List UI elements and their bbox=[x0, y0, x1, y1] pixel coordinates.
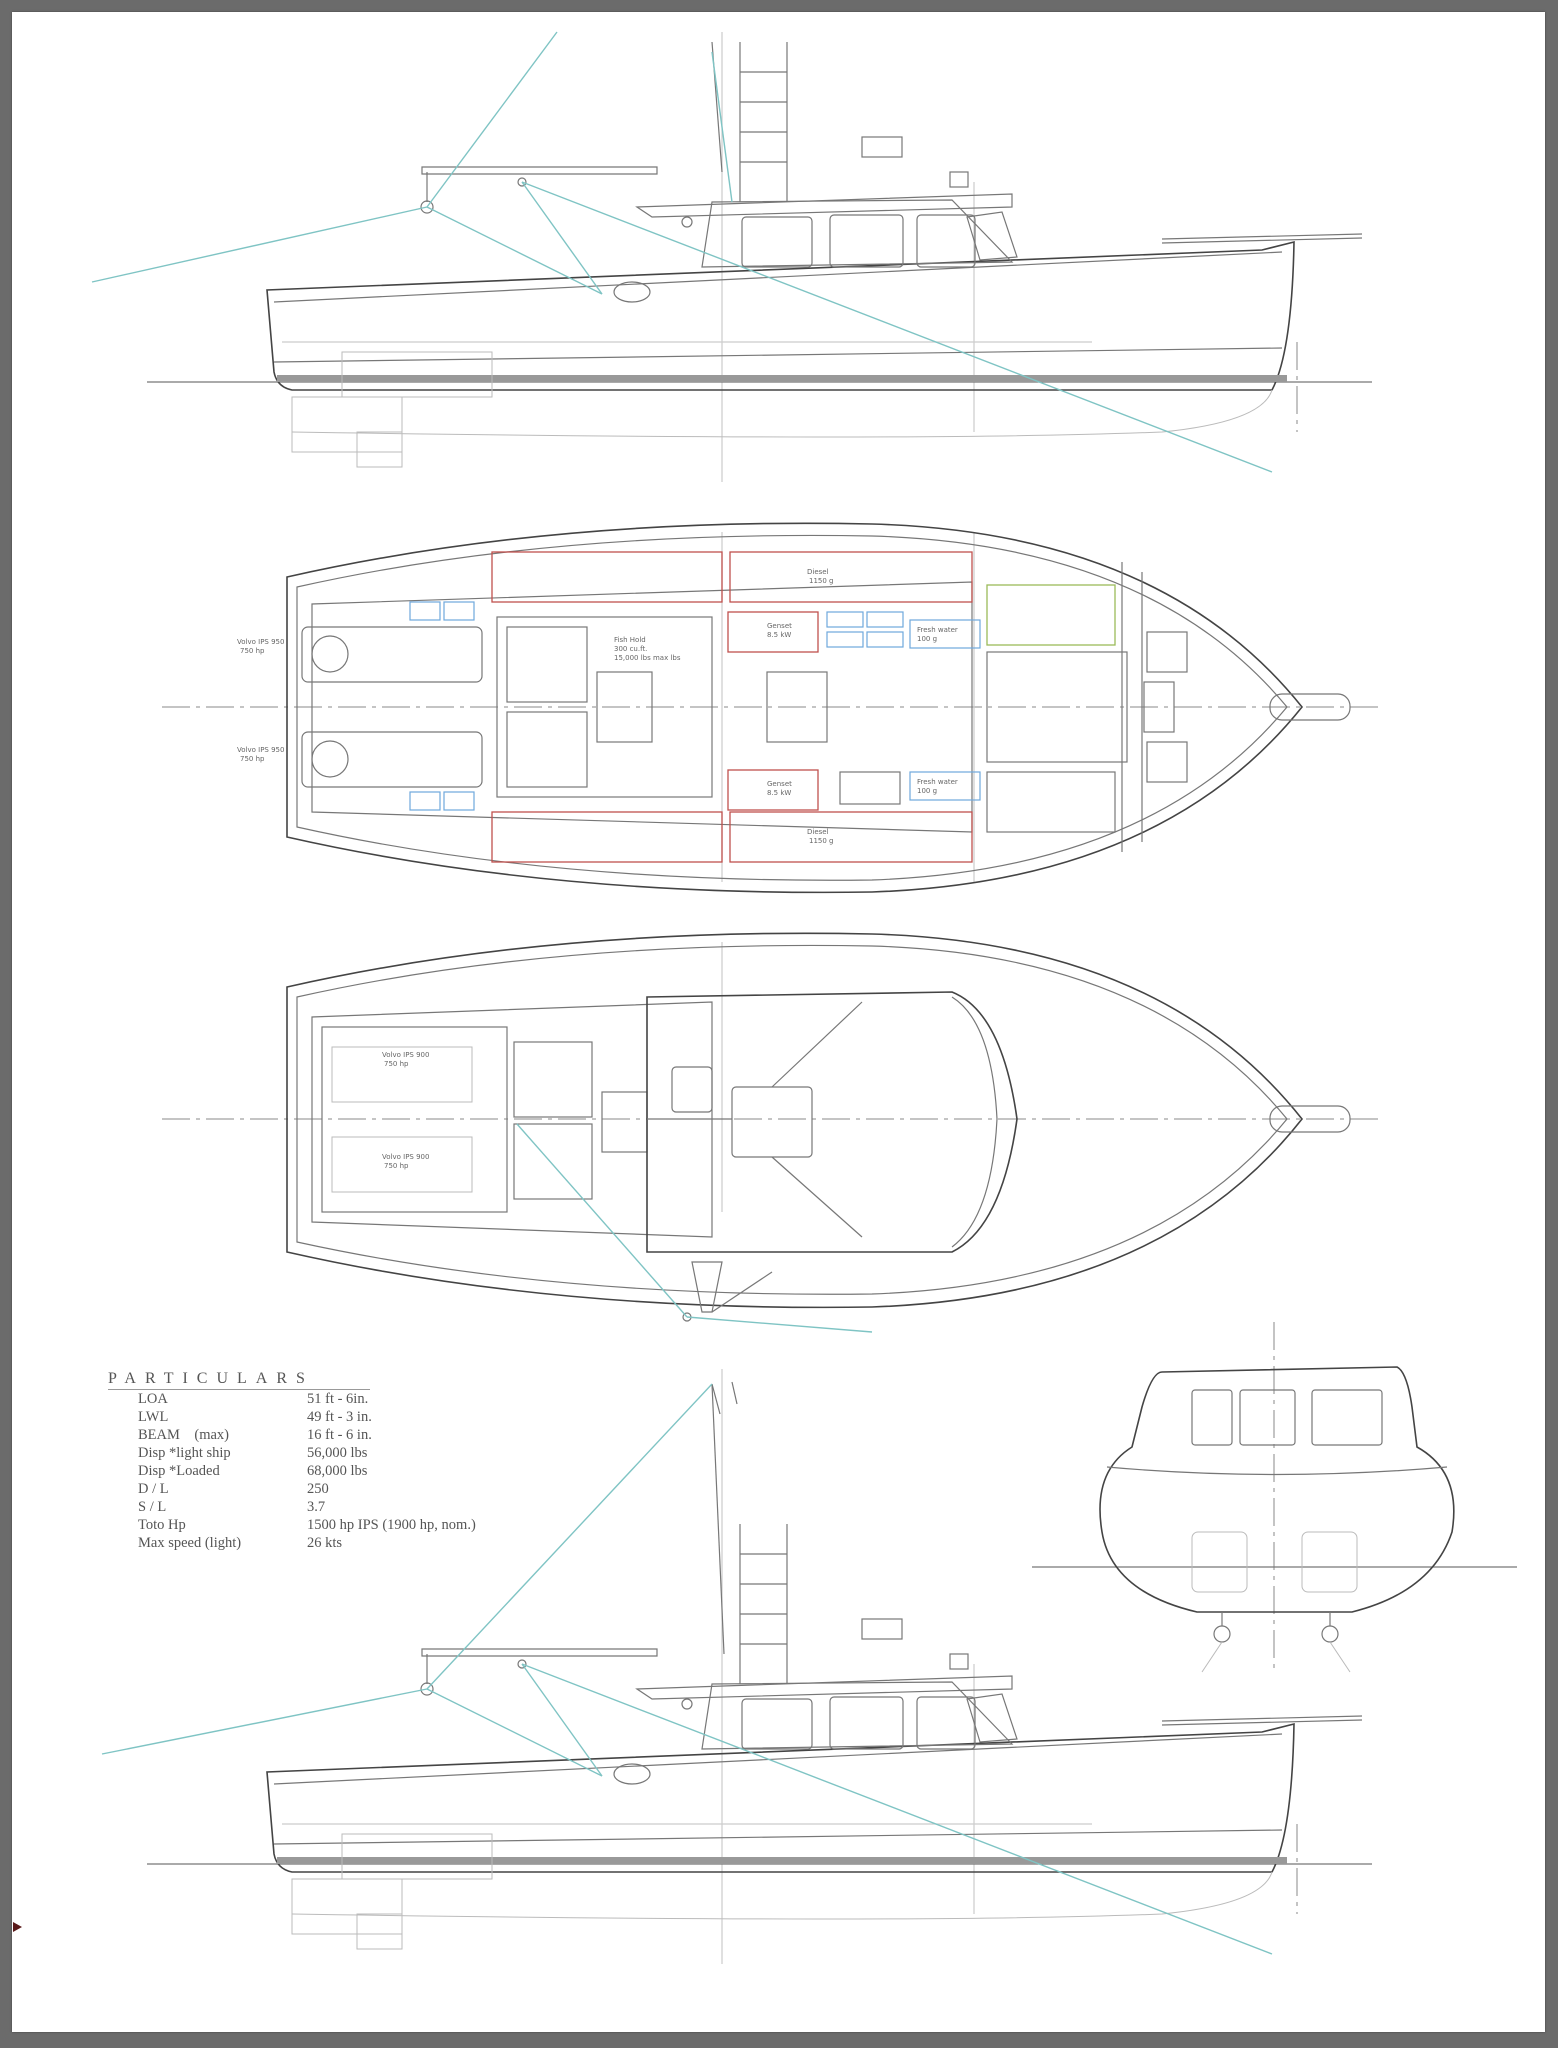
boot-stripe bbox=[277, 375, 1287, 382]
freshwater-tank-stbd bbox=[910, 772, 980, 800]
ips-drive-ghost bbox=[292, 397, 402, 452]
particulars-row bbox=[108, 1462, 528, 1480]
particulars-value: 250 bbox=[307, 1481, 329, 1497]
label-text: Fresh water bbox=[917, 778, 958, 786]
particulars-value: 1500 hp IPS (1900 hp, nom.) bbox=[307, 1517, 476, 1533]
particulars-label: Disp *Loaded bbox=[138, 1463, 220, 1479]
label-text: Diesel bbox=[807, 828, 829, 836]
engine-detail bbox=[312, 741, 348, 777]
cabin bbox=[702, 1682, 1012, 1749]
propeller bbox=[1202, 1642, 1222, 1672]
particulars-row bbox=[108, 1390, 528, 1408]
work-table bbox=[602, 1092, 647, 1152]
rigging-line bbox=[427, 32, 557, 207]
pump-equipment bbox=[840, 772, 900, 804]
label-text: 100 g bbox=[917, 787, 938, 795]
boot-stripe bbox=[277, 1857, 1287, 1864]
particulars-label: LWL bbox=[138, 1409, 169, 1425]
label-text: 750 hp bbox=[384, 1162, 409, 1170]
label-text: Volvo IPS 950 bbox=[237, 638, 285, 646]
label-text: 300 cu.ft. bbox=[614, 645, 648, 653]
sheer-line bbox=[274, 252, 1282, 302]
label-text: 1150 g bbox=[809, 837, 834, 845]
cabin-roof bbox=[637, 194, 1012, 217]
particulars-value: 56,000 lbs bbox=[307, 1445, 368, 1461]
label-text: Volvo IPS 900 bbox=[382, 1051, 430, 1059]
particulars-value: 26 kts bbox=[307, 1535, 343, 1551]
label-text: 15,000 lbs max lbs bbox=[614, 654, 681, 662]
ips-drive-ghost bbox=[357, 432, 402, 467]
particulars-rows bbox=[108, 1390, 528, 1552]
fish-hatch bbox=[514, 1124, 592, 1199]
battery bbox=[867, 632, 903, 647]
particulars-row bbox=[108, 1498, 528, 1516]
engine-detail bbox=[312, 636, 348, 672]
label-freshwater-stbd bbox=[917, 778, 958, 795]
hold-hatch bbox=[507, 712, 587, 787]
equipment-box bbox=[410, 602, 440, 620]
label-text: Volvo IPS 950 bbox=[237, 746, 285, 754]
propeller bbox=[1330, 1642, 1350, 1672]
cabin-window bbox=[917, 215, 975, 267]
rigging-line bbox=[517, 1124, 687, 1317]
ips-drive-ghost bbox=[292, 1879, 402, 1934]
ips-pod bbox=[1322, 1626, 1338, 1642]
cabin-roof bbox=[637, 1676, 1012, 1699]
hull-outline bbox=[267, 1724, 1294, 1872]
block bbox=[682, 217, 692, 227]
section-window bbox=[1192, 1390, 1232, 1445]
freshwater-tank-port bbox=[910, 620, 980, 648]
windshield-frame bbox=[952, 997, 997, 1247]
hull-plan bbox=[287, 523, 1302, 892]
label-text: 8.5 kW bbox=[767, 789, 792, 797]
particulars-label: D / L bbox=[138, 1481, 169, 1497]
diesel-tank-stbd bbox=[730, 812, 972, 862]
flybridge-helm bbox=[732, 1087, 812, 1157]
battery bbox=[867, 612, 903, 627]
boat-drawings bbox=[12, 12, 1545, 2032]
winch bbox=[614, 282, 650, 302]
label-text: 1150 g bbox=[809, 577, 834, 585]
equipment-box bbox=[410, 792, 440, 810]
cabin bbox=[702, 200, 1012, 267]
rigging-line bbox=[522, 182, 602, 294]
label-text: 8.5 kW bbox=[767, 631, 792, 639]
label-freshwater-port bbox=[917, 626, 958, 643]
radar bbox=[950, 172, 968, 187]
particulars-row bbox=[108, 1516, 528, 1534]
label-deck-engine-stbd bbox=[382, 1153, 429, 1170]
label-diesel-port bbox=[807, 568, 833, 585]
sheer-line bbox=[274, 1734, 1282, 1784]
cabin-window bbox=[742, 1699, 812, 1749]
particulars-title: PARTICULARS bbox=[108, 1370, 370, 1390]
particulars-label: Max speed (light) bbox=[138, 1535, 242, 1551]
rigging-line bbox=[102, 1689, 427, 1754]
rigging-line bbox=[522, 182, 1272, 472]
engine-port bbox=[302, 627, 482, 682]
rigging-line bbox=[522, 1664, 1272, 1954]
gunwale bbox=[297, 945, 1287, 1294]
crane-boom bbox=[422, 1649, 657, 1656]
helm-console bbox=[862, 1619, 902, 1639]
battery bbox=[827, 632, 863, 647]
particulars-value: 68,000 lbs bbox=[307, 1463, 368, 1479]
equipment-box bbox=[444, 792, 474, 810]
helm-console bbox=[862, 137, 902, 157]
rigging-line bbox=[92, 207, 427, 282]
deck-line bbox=[1107, 1467, 1447, 1475]
label-text: Fish Hold bbox=[614, 636, 646, 644]
winch bbox=[614, 1764, 650, 1784]
diesel-tank-port bbox=[730, 552, 972, 602]
accommodation-plan bbox=[162, 523, 1382, 892]
rigging-line bbox=[427, 1689, 602, 1776]
body-plan bbox=[1032, 1322, 1517, 1672]
ips-drive-ghost bbox=[357, 1914, 402, 1949]
label-fish-hold bbox=[614, 636, 681, 662]
chine-line bbox=[274, 348, 1282, 362]
label-text: 750 hp bbox=[384, 1060, 409, 1068]
flybridge-tower bbox=[740, 1524, 787, 1684]
label-diesel-stbd bbox=[807, 828, 833, 845]
engine-stbd bbox=[302, 732, 482, 787]
hatch bbox=[672, 1067, 712, 1112]
hull-outline bbox=[267, 242, 1294, 390]
particulars-label: S / L bbox=[138, 1499, 167, 1515]
page-marker-icon bbox=[13, 1922, 22, 1932]
label-text: Fresh water bbox=[917, 626, 958, 634]
radar bbox=[950, 1654, 968, 1669]
rigging-line bbox=[687, 1317, 872, 1332]
particulars-row bbox=[108, 1444, 528, 1462]
particulars-row bbox=[108, 1408, 528, 1426]
particulars-value: 16 ft - 6 in. bbox=[307, 1427, 372, 1443]
hold-hatch bbox=[507, 627, 587, 702]
head-toilet bbox=[1147, 742, 1187, 782]
gunwale bbox=[297, 535, 1287, 880]
particulars-row bbox=[108, 1534, 528, 1552]
label-engine-stbd bbox=[237, 746, 284, 763]
crane-boom bbox=[422, 167, 657, 174]
label-deck-engine-port bbox=[382, 1051, 429, 1068]
fish-hatch bbox=[514, 1042, 592, 1117]
cabin-window bbox=[830, 215, 903, 267]
battery bbox=[827, 612, 863, 627]
label-text: 750 hp bbox=[240, 755, 265, 763]
label-text: Genset bbox=[767, 622, 792, 630]
flybridge-tower bbox=[740, 42, 787, 202]
mast-head bbox=[712, 1382, 737, 1414]
cabin-window bbox=[742, 217, 812, 267]
equipment-box bbox=[444, 602, 474, 620]
head-sink bbox=[1147, 632, 1187, 672]
section-window bbox=[1240, 1390, 1295, 1445]
rigging-line bbox=[522, 1664, 602, 1776]
berth-stbd bbox=[987, 772, 1115, 832]
block bbox=[682, 1699, 692, 1709]
label-engine-port bbox=[237, 638, 284, 655]
mast-stay bbox=[772, 1002, 862, 1087]
mast-stay bbox=[772, 1157, 862, 1237]
profile-view-top bbox=[92, 32, 1372, 482]
label-text: Genset bbox=[767, 780, 792, 788]
hull-section bbox=[1100, 1367, 1454, 1612]
particulars-label: BEAM (max) bbox=[138, 1427, 230, 1443]
label-text: 750 hp bbox=[240, 647, 265, 655]
drawing-sheet bbox=[12, 12, 1545, 2032]
deck-plan bbox=[162, 933, 1382, 1332]
fuel-tank-stbd bbox=[492, 812, 722, 862]
cabin-window bbox=[830, 1697, 903, 1749]
particulars-row bbox=[108, 1480, 528, 1498]
particulars-value: 49 ft - 3 in. bbox=[307, 1409, 372, 1425]
particulars-row bbox=[108, 1426, 528, 1444]
label-text: Volvo IPS 900 bbox=[382, 1153, 430, 1161]
label-text: Diesel bbox=[807, 568, 829, 576]
particulars-label: Toto Hp bbox=[138, 1517, 186, 1533]
ips-pod bbox=[1214, 1626, 1230, 1642]
cabin-window bbox=[917, 1697, 975, 1749]
berth-port bbox=[987, 585, 1115, 645]
engine-section bbox=[1192, 1532, 1247, 1592]
particulars-table bbox=[108, 1370, 528, 1552]
engine-section bbox=[1302, 1532, 1357, 1592]
chine-line bbox=[274, 1830, 1282, 1844]
particulars-value: 3.7 bbox=[307, 1499, 326, 1515]
particulars-value: 51 ft - 6in. bbox=[307, 1391, 369, 1407]
label-text: 100 g bbox=[917, 635, 938, 643]
rigging-line bbox=[427, 207, 602, 294]
particulars-label: Disp *light ship bbox=[138, 1445, 231, 1461]
section-window bbox=[1312, 1390, 1382, 1445]
particulars-label: LOA bbox=[138, 1391, 168, 1407]
label-genset-port bbox=[767, 622, 792, 639]
label-genset-stbd bbox=[767, 780, 792, 797]
